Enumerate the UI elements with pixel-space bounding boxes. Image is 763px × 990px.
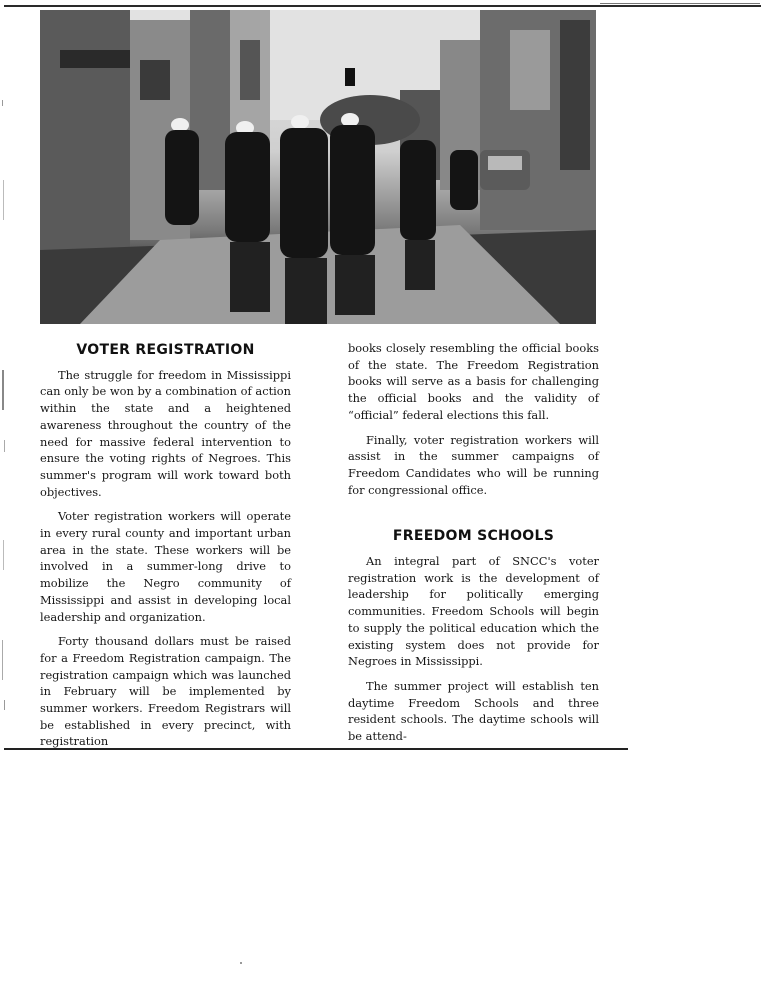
voter-registration-paragraph: The struggle for freedom in Mississippi can only be won by a combination of action within the state and a heightened awareness throughout the country of the need for massive federal intervention to ensure the voting rights of Negroes. This summer's program will work toward both objectives. [40,367,291,499]
freedom-schools-paragraph: An integral part of SNCC's voter registration work is the development of leadership for politically emerging communities. Freedom Schools will begin to supply the political education which the existing system does not provide for Negroes in Mississippi. [348,554,599,669]
street-march-photo [40,10,596,324]
left-column [40,340,291,758]
top-rule [4,5,761,7]
voter-registration-paragraph: Finally, voter registration workers will assist in the summer campaigns of Freedom Candidates who will be running for congressional office. [348,432,599,497]
voter-registration-paragraph: Forty thousand dollars must be raised for a Freedom Registration campaign. The registration campaign which was launched in February will be implemented by summer workers. Freedom Registrars will be established in every precinct, with registration [40,634,291,749]
top-edge-mark [600,3,760,4]
bottom-rule [4,748,628,750]
freedom-schools-paragraph: The summer project will establish ten daytime Freedom Schools and three resident schools. The daytime schools will be attend- [348,678,599,744]
voter-registration-paragraph: Voter registration workers will operate in every rural county and important urban area in the state. These workers will be involved in a summer-long drive to mobilize the Negro community of Mississippi and assist in developing local leadership and organization. [40,509,291,624]
scan-margin-marks [0,60,12,760]
voter-registration-paragraph: books closely resembling the official books of the state. The Freedom Registration books will serve as a basis for challenging the official books and the validity of “official” federal elections this fall. [348,341,599,422]
scan-speck [240,962,242,964]
voter-registration-heading: VOTER REGISTRATION [76,342,255,358]
right-column [348,340,599,753]
freedom-schools-heading: FREEDOM SCHOOLS [392,528,555,545]
